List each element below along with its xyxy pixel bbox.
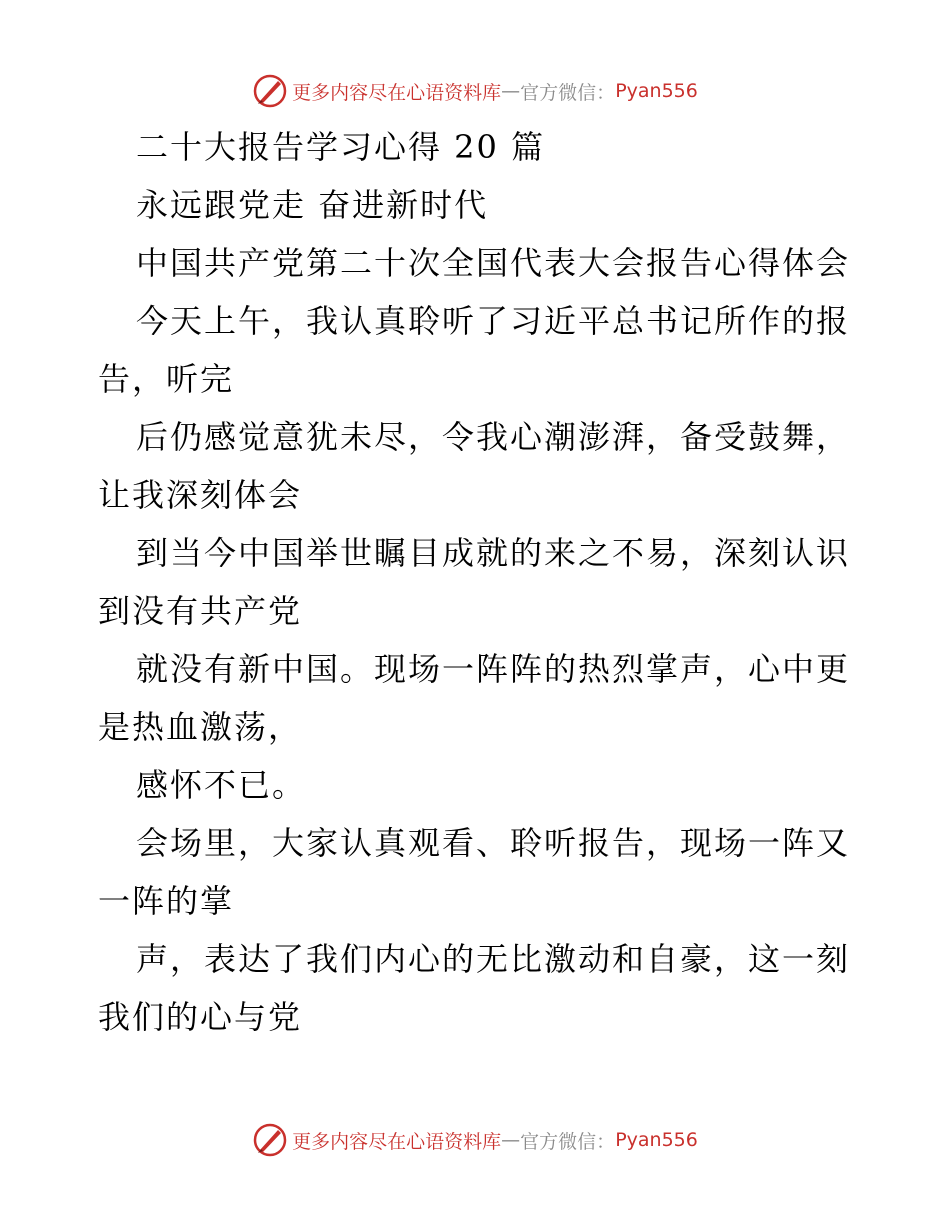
banner-wechat-label: 官方微信：	[520, 1130, 616, 1153]
paragraph-line: 今天上午，我认真聆听了习近平总书记所作的报	[136, 302, 851, 340]
paragraph-line: 让我深刻体会	[98, 476, 303, 514]
banner-wechat-id: Pyan556	[615, 1129, 698, 1151]
banner-dash: —	[501, 1129, 521, 1151]
doc-subtitle: 永远跟党走 奋进新时代	[136, 186, 489, 224]
banner-wechat-id: Pyan556	[615, 80, 698, 102]
document-body	[98, 118, 858, 1046]
paragraph-line: 我们的心与党	[98, 998, 303, 1036]
paragraph-line: 一阵的掌	[98, 882, 235, 920]
paragraph-line: 告，听完	[98, 360, 235, 398]
quill-pen-logo-icon	[252, 73, 288, 109]
banner-promo-text: 更多内容尽在心语资料库	[292, 81, 502, 104]
paragraph-line: 到没有共产党	[98, 592, 303, 630]
doc-title: 二十大报告学习心得 20 篇	[136, 128, 546, 166]
paragraph-line: 后仍感觉意犹未尽，令我心潮澎湃，备受鼓舞，	[136, 418, 851, 456]
banner-dash: —	[501, 80, 521, 102]
paragraph-line: 到当今中国举世瞩目成就的来之不易，深刻认识	[136, 534, 851, 572]
doc-heading: 中国共产党第二十次全国代表大会报告心得体会	[136, 244, 851, 282]
paragraph-line: 感怀不已。	[136, 766, 307, 804]
header-banner	[0, 71, 950, 111]
paragraph-line: 就没有新中国。现场一阵阵的热烈掌声，心中更	[136, 650, 851, 688]
footer-banner	[0, 1120, 950, 1160]
banner-wechat-label: 官方微信：	[520, 81, 616, 104]
quill-pen-logo-icon	[252, 1122, 288, 1158]
paragraph-line: 声，表达了我们内心的无比激动和自豪，这一刻	[136, 940, 851, 978]
paragraph-line: 会场里，大家认真观看、聆听报告，现场一阵又	[136, 824, 851, 862]
banner-promo-text: 更多内容尽在心语资料库	[292, 1130, 502, 1153]
paragraph-line: 是热血激荡，	[98, 708, 303, 746]
